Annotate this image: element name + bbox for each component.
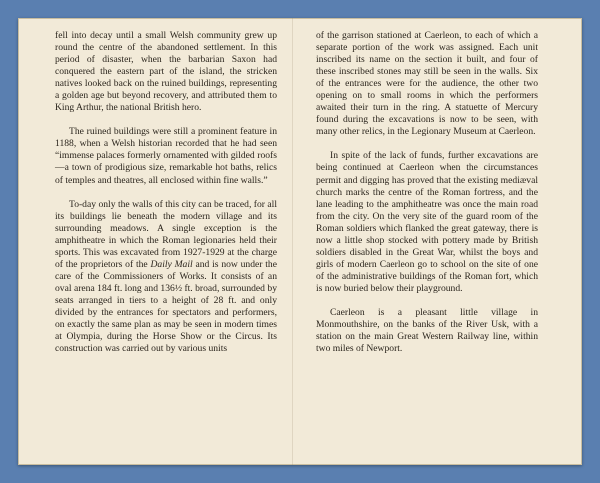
right-column: [316, 30, 538, 367]
paragraph-garrison: of the garrison stationed at Caerleon, to each of which a separate portion of the work was assigned. Each unit inscribed its name on the section it built, and four of these inscribed stones may still be seen in the walls. Six of the entrances were for the audience, the other two opening on to small rooms in which the performers awaited their turn in the ring. A statuette of Mercury found during the excavations is now to be seen, with many other relics, in the Legionary Museum at Caerleon.: [316, 30, 538, 138]
page-fold: [292, 18, 293, 465]
paragraph-decay: fell into decay until a small Welsh community grew up round the centre of the abandoned settlement. In this period of disaster, when the barbarian Saxon had conquered the eastern part of the island, the stricken natives looked back on the ruined buildings, representing a golden age but beyond recovery, and attributed them to King Arthur, the national British hero.: [55, 30, 277, 114]
paragraph-caerleon-village: Caerleon is a pleasant little village in Monmouthshire, on the banks of the River Usk, with a station on the main Great Western Railway line, within two miles of Newport.: [316, 306, 538, 355]
amphitheatre-text-end: and is now under the care of the Commissioners of Works. It consists of an oval arena 184 ft. long and 136½ ft. broad, surrounded by seats arranged in tiers to a height of 28 ft. and only divided by the entrances for spectators and performers, on exactly the same plan as may be seen in modern times at Olympia, during the Horse Show or the Circus. Its construction was carried out by various units: [55, 258, 277, 355]
daily-mail-italic: Daily Mail: [150, 258, 193, 270]
paragraph-ruined-buildings: The ruined buildings were still a prominent feature in 1188, when a Welsh historian recorded that he had seen “immense palaces formerly ornamented with gilded roofs—a town of prodigious size, remarkable hot baths, relics of temples and theatres, all enclosed within fine walls.”: [55, 126, 277, 186]
left-column: [55, 30, 277, 367]
amphitheatre-text-start: To-day only the walls of this city can be traced, for all its buildings lie beneath the modern village and its surrounding meadows. A single exception is the amphitheatre in which the Roman legionaries held their sports. This was excavated from 1927-1929 at the charge of the proprietors of the: [55, 198, 277, 270]
paragraph-amphitheatre: [55, 199, 277, 356]
paragraph-excavations: In spite of the lack of funds, further excavations are being continued at Caerleon when the circumstances permit and digging has proved that the existing mediæval church marks the centre of the Roman fortress, and the lane leading to the amphitheatre was once the main road from the city. On the very site of the guard room of the Roman soldiers which flanked the great gateway, there is now a little shop stocked with pottery made by British soldiers disabled in the Great War, whilst the boys and girls of modern Caerleon go to school on the site of one of the administrative buildings of the Roman fort, which is now buried below their playground.: [316, 150, 538, 294]
